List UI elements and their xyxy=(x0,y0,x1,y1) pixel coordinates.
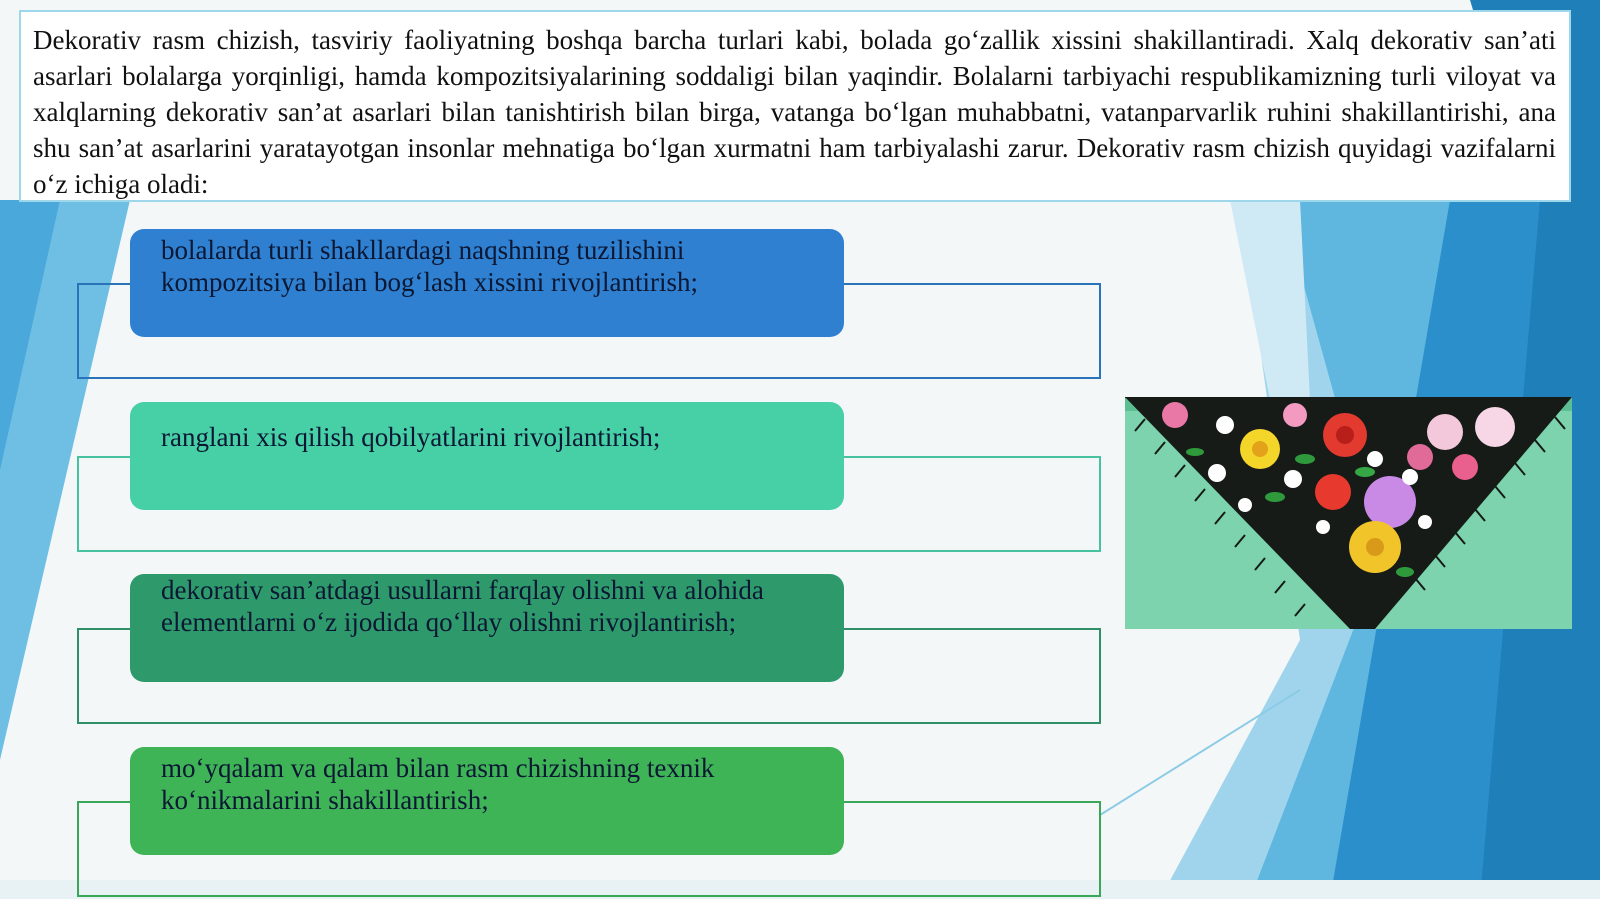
decorated-shawl-photo xyxy=(1125,397,1572,629)
task-box: mo‘yqalam va qalam bilan rasm chizishning texnik ko‘nikmalarini shakillantirish; xyxy=(130,747,844,855)
task-box: ranglani xis qilish qobilyatlarini rivojlantirish; xyxy=(130,402,844,510)
task-box: bolalarda turli shakllardagi naqshning tuzilishini kompozitsiya bilan bog‘lash xissini rivojlantirish; xyxy=(130,229,844,337)
intro-paragraph: Dekorativ rasm chizish, tasviriy faoliyatning boshqa barcha turlari kabi, bolada go‘zallik xissini shakillantiradi. Xalq dekorativ san’ati asarlari bolalarga yorqinligi, hamda kompozitsiyalarining soddaligi bilan yaqindir. Bolalarni tarbiyachi respublikamizning turli viloyat va xalqlarning dekorativ san’at asarlari bilan tanishtirish bilan birga, vatanga bo‘lgan muhabbatni, vatanparvarlik ruhini shakillantirishi, ana shu san’at asarlarini yaratayotgan insonlar mehnatiga bo‘lgan xurmatni ham tarbiyalashi zarur. Dekorativ rasm chizish quyidagi vazifalarni o‘z ichiga oladi: xyxy=(19,10,1571,202)
task-box: dekorativ san’atdagi usullarni farqlay olishni va alohida elementlarni o‘z ijodida qo‘llay olishni rivojlantirish; xyxy=(130,574,844,682)
